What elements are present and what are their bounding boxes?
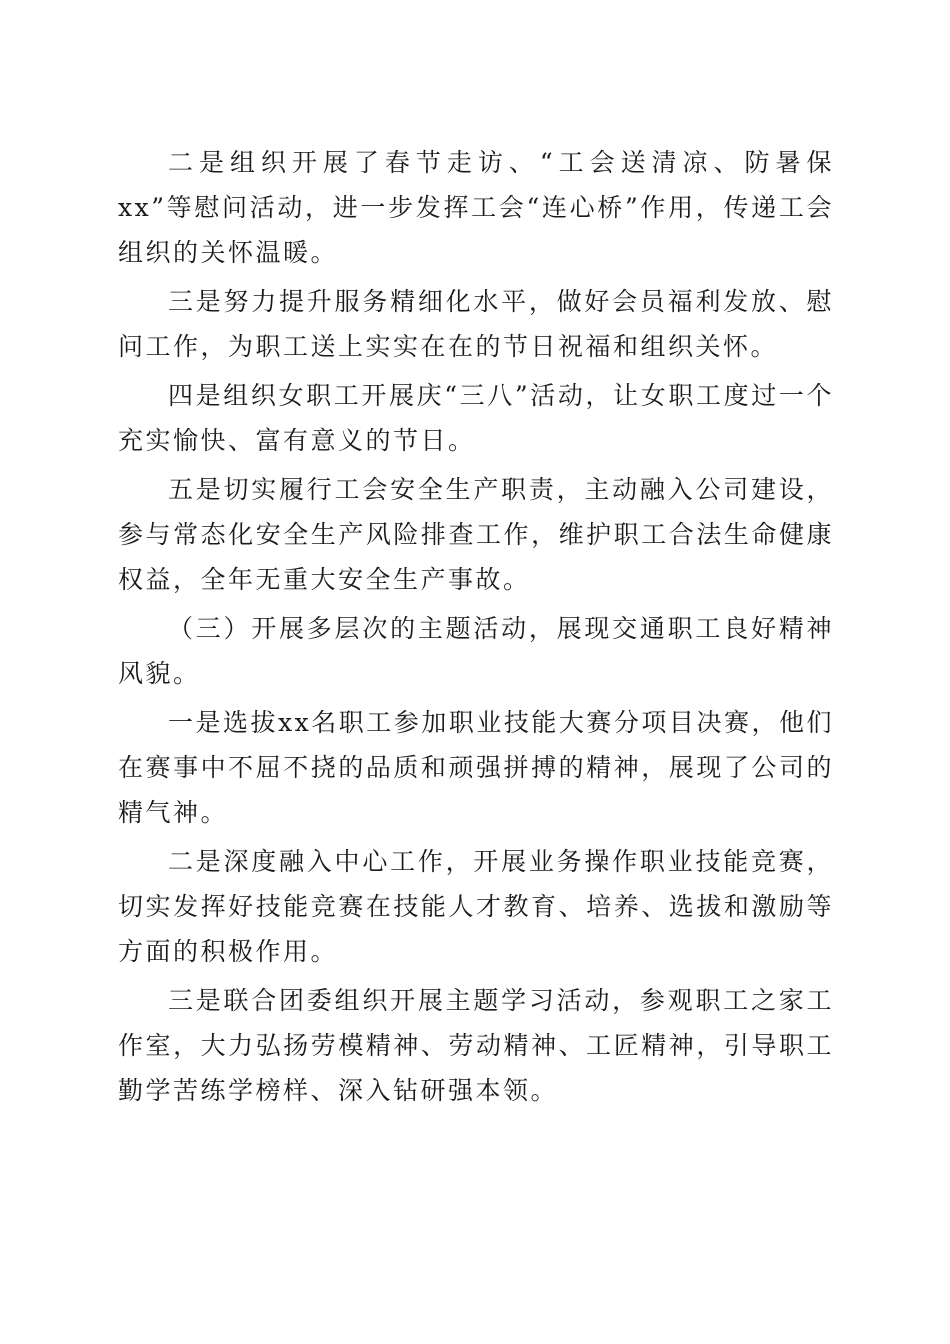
paragraph-theme-study: 三是联合团委组织开展主题学习活动，参观职工之家工作室，大力弘扬劳模精神、劳动精神、工匠精神，引导职工勤学苦练学榜样、深入钻研强本领。 (118, 986, 834, 1105)
paragraph-business-competition: 二是深度融入中心工作，开展业务操作职业技能竞赛，切实发挥好技能竞赛在技能人才教育、培养、选拔和激励等方面的积极作用。 (118, 847, 834, 966)
section-heading-themed-activities: （三）开展多层次的主题活动，展现交通职工良好精神风貌。 (118, 614, 834, 688)
paragraph-festival-visits: 二是组织开展了春节走访、“工会送清凉、防暑保xx”等慰问活动，进一步发挥工会“连心桥”作用，传递工会组织的关怀温暖。 (118, 148, 834, 267)
paragraph-member-welfare: 三是努力提升服务精细化水平，做好会员福利发放、慰问工作，为职工送上实实在在的节日祝福和组织关怀。 (118, 287, 834, 361)
paragraph-womens-day: 四是组织女职工开展庆“三八”活动，让女职工度过一个充实愉快、富有意义的节日。 (118, 381, 834, 455)
document-page (118, 140, 834, 1117)
paragraph-skills-competition: 一是选拔xx名职工参加职业技能大赛分项目决赛，他们在赛事中不屈不挠的品质和顽强拼搏的精神，展现了公司的精气神。 (118, 708, 834, 827)
paragraph-safety-production: 五是切实履行工会安全生产职责，主动融入公司建设，参与常态化安全生产风险排查工作，维护职工合法生命健康权益，全年无重大安全生产事故。 (118, 475, 834, 594)
